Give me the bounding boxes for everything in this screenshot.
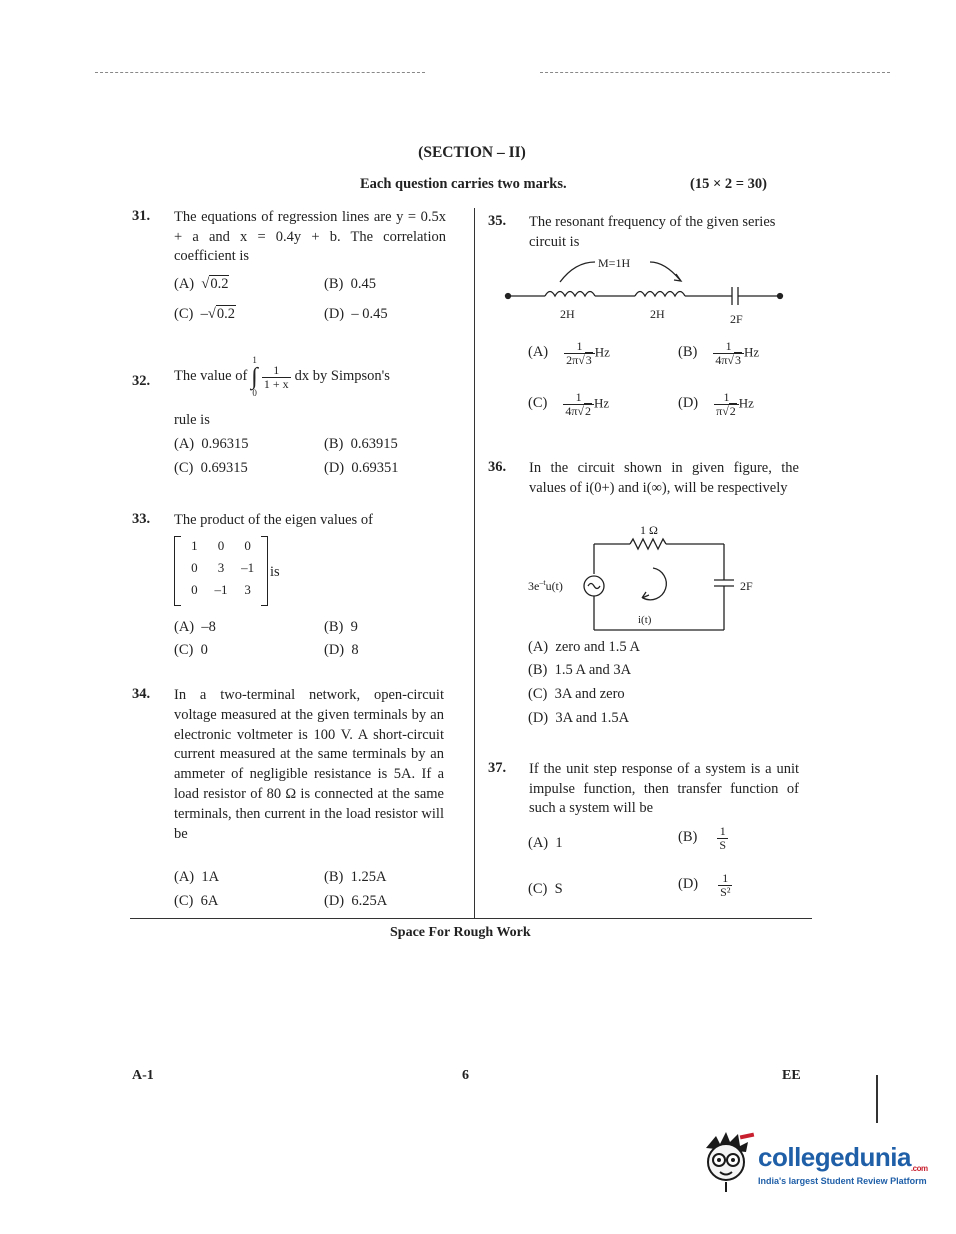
bottom-rule xyxy=(130,918,812,919)
option-a: (A) 1A xyxy=(174,869,220,885)
option-c: (C) 0.69315 xyxy=(174,460,248,476)
top-rule-right xyxy=(540,72,890,73)
option-c: (C) 0 xyxy=(174,642,208,658)
question-text: In the circuit shown in given figure, the values of i(0+) and i(∞), will be respectively xyxy=(529,460,799,496)
question-text: The value of 1 ∫ 0 $\frac{1}{1 + x}$ dx by Simpson's xyxy=(174,355,390,398)
question-text: If the unit step response of a system is a unit impulse function, then transfer function of such a system will be xyxy=(529,761,799,816)
section-title: (SECTION – II) xyxy=(418,144,526,161)
option-a: (A) –8 xyxy=(174,619,216,635)
option-c: (C) $\frac{1}{4\pi√2}$ Hz xyxy=(528,390,610,418)
option-d: (D) $\frac{1}{\pi√2}$ Hz xyxy=(678,390,754,418)
capacitor-label: 2F xyxy=(740,579,753,593)
option-b: (B) $\frac{1}{4\pi√3}$ Hz xyxy=(678,339,760,367)
question-number: 37. xyxy=(488,760,507,776)
question-text: The resonant frequency of the given series circuit is xyxy=(529,214,776,250)
rc-circuit-diagram xyxy=(520,518,770,636)
integral-sign: 1 ∫ 0 xyxy=(251,355,258,398)
rough-work-label: Space For Rough Work xyxy=(390,925,531,940)
resistor xyxy=(630,539,666,549)
option-a: (A) 1 xyxy=(528,835,563,851)
mutual-label: M=1H xyxy=(598,256,631,270)
option-a: (A) 0.96315 xyxy=(174,436,249,452)
mascot-icon xyxy=(700,1128,756,1194)
option-b: (B) 1.5 A and 3A xyxy=(528,662,632,678)
question-text: The product of the eigen values of xyxy=(174,512,373,528)
c-label: 2F xyxy=(730,312,743,326)
l1-label: 2H xyxy=(560,307,575,321)
resistor-label: 1 Ω xyxy=(640,523,658,537)
top-rule-left xyxy=(95,72,425,73)
option-d: (D) 0.69351 xyxy=(324,460,399,476)
option-b: (B) 1.25A xyxy=(324,869,387,885)
option-d: (D) $\frac{1}{\text{S²}}$ xyxy=(678,871,731,899)
question-number: 31. xyxy=(132,208,151,224)
margin-mark xyxy=(876,1075,878,1123)
current-loop-arrow xyxy=(643,568,666,600)
option-c: (C) 6A xyxy=(174,893,219,909)
option-b: (B) 9 xyxy=(324,619,358,635)
brand-name: collegedunia.com xyxy=(758,1142,928,1173)
mutual-arc-right xyxy=(650,262,680,280)
option-c: (C) 3A and zero xyxy=(528,686,625,702)
option-a: (A) √0.2 xyxy=(174,276,229,292)
question-text-cont: rule is xyxy=(174,412,210,428)
series-circuit-diagram xyxy=(500,252,790,327)
inductor-1 xyxy=(545,292,595,297)
question-text: In a two-terminal network, open-circuit voltage measured at the given terminals by an electronic voltmeter is 100 V. A short-circuit current measured at the same terminals by an ammeter of negligible resistance is 5A. If a load resistor of 80 Ω is connected at the same terminals, then current in the load resistor will be xyxy=(174,687,444,842)
footer-paper-code: A-1 xyxy=(132,1068,154,1083)
question-number: 36. xyxy=(488,459,507,475)
source-label: $3e^{-t}u(t)$ xyxy=(528,578,563,593)
option-d: (D) 8 xyxy=(324,642,359,658)
option-a: (A) zero and 1.5 A xyxy=(528,639,640,655)
marks-total: (15 × 2 = 30) xyxy=(690,176,767,192)
collegedunia-logo[interactable] xyxy=(700,1128,940,1198)
column-divider xyxy=(474,208,475,918)
mutual-arc-left xyxy=(560,262,595,282)
question-number: 32. xyxy=(132,373,151,389)
question-text: The equations of regression lines are y = 0.5x + a and x = 0.4y + b. The correlation coefficient is xyxy=(174,209,446,264)
question-number: 33. xyxy=(132,511,151,527)
matrix: 1 0 0 0 3 –1 0 –1 3 xyxy=(174,536,268,606)
footer-subject: EE xyxy=(782,1068,801,1083)
inductor-2 xyxy=(635,292,685,297)
option-b: (B) $\frac{1}{S}$ xyxy=(678,824,727,852)
integrand-fraction: $\frac{1}{1 + x}$ xyxy=(263,362,289,391)
question-number: 34. xyxy=(132,686,151,702)
current-label: i(t) xyxy=(638,614,652,626)
option-b: (B) 0.45 xyxy=(324,276,376,292)
option-d: (D) – 0.45 xyxy=(324,306,388,322)
option-c: (C) S xyxy=(528,881,563,897)
option-d: (D) 6.25A xyxy=(324,893,388,909)
matrix-suffix: is xyxy=(270,564,280,580)
l2-label: 2H xyxy=(650,307,665,321)
question-number: 35. xyxy=(488,213,507,229)
option-c: (C) –√0.2 xyxy=(174,306,235,322)
option-d: (D) 3A and 1.5A xyxy=(528,710,630,726)
brand-tagline: India's largest Student Review Platform xyxy=(758,1176,927,1186)
marks-note: Each question carries two marks. xyxy=(360,176,567,192)
footer-page-number: 6 xyxy=(462,1068,469,1083)
option-b: (B) 0.63915 xyxy=(324,436,398,452)
option-a: (A) $\frac{1}{2\pi√3}$ Hz xyxy=(528,339,610,367)
